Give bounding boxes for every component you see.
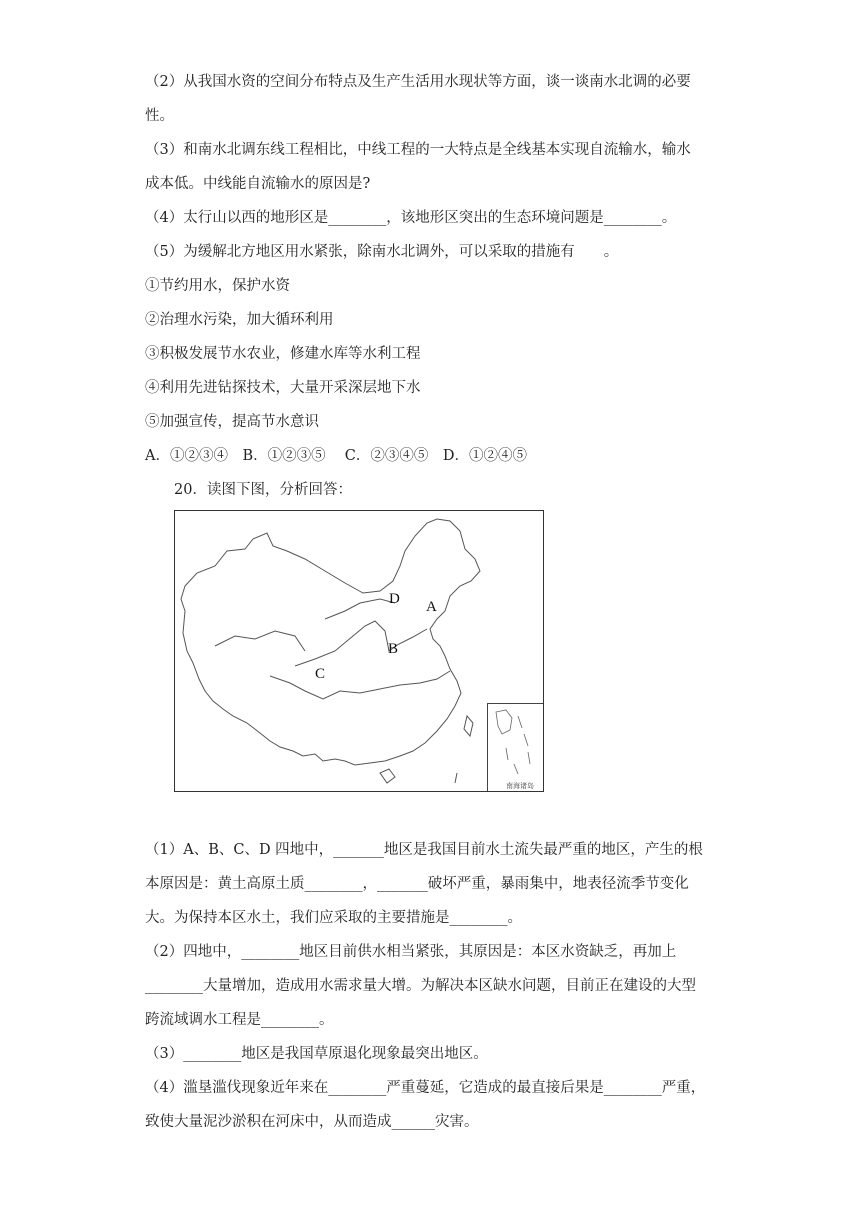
q20-part1-line2: 本原因是：黄土高原土质________，_______破坏严重，暴雨集中，地表径流季节变化 bbox=[145, 876, 689, 892]
map-label-a: A bbox=[426, 599, 437, 615]
south-china-sea-dash bbox=[455, 773, 457, 783]
map-label-c: C bbox=[315, 666, 326, 682]
south-china-sea-inset bbox=[487, 703, 544, 792]
q20-part1-line3: 大。为保持本区水土，我们应采取的主要措施是________。 bbox=[145, 910, 522, 926]
q19-choices: A．①②③④ B．①②③⑤ C．②③④⑤ D．①②④⑤ bbox=[145, 448, 527, 464]
q20-part2-line1: （2）四地中，________地区目前供水相当紧张，其原因是：本区水资缺乏，再加上 bbox=[145, 944, 677, 960]
q19-option-3: ③积极发展节水农业，修建水库等水利工程 bbox=[145, 346, 421, 362]
taiwan-island bbox=[464, 716, 473, 736]
inner-boundary bbox=[215, 631, 305, 651]
q19-option-1: ①节约用水，保护水资 bbox=[145, 278, 290, 294]
q19-part2-line2: 性。 bbox=[145, 108, 174, 124]
q20-part1-line1: （1）A、B、C、D 四地中，_______地区是我国目前水土流失最严重的地区，产生的根 bbox=[145, 842, 703, 858]
map-label-b: B bbox=[388, 641, 399, 657]
q20-part2-line2: ________大量增加，造成用水需求量大增。为解决本区缺水问题，目前正在建设的大型 bbox=[145, 978, 696, 994]
inset-islands bbox=[488, 704, 544, 792]
yellow-river bbox=[295, 621, 427, 666]
map-label-d: D bbox=[389, 591, 400, 607]
q19-part2-line1: （2）从我国水资的空间分布特点及生产生活用水现状等方面，谈一谈南水北调的必要 bbox=[145, 74, 691, 90]
q19-part5: （5）为缓解北方地区用水紧张，除南水北调外，可以采取的措施有 。 bbox=[145, 244, 619, 260]
q19-part3-line2: 成本低。中线能自流输水的原因是? bbox=[145, 176, 371, 192]
q20-part2-line3: 跨流域调水工程是________。 bbox=[145, 1012, 334, 1028]
yangtze-river bbox=[270, 671, 450, 699]
great-wall-line bbox=[325, 599, 395, 619]
q19-option-2: ②治理水污染，加大循环利用 bbox=[145, 312, 334, 328]
q19-part4: （4）太行山以西的地形区是________，该地形区突出的生态环境问题是________。 bbox=[145, 210, 677, 226]
china-map bbox=[174, 510, 544, 792]
q20-title: 20．读图下图，分析回答： bbox=[174, 482, 352, 498]
q19-part3-line1: （3）和南水北调东线工程相比，中线工程的一大特点是全线基本实现自流输水，输水 bbox=[145, 142, 691, 158]
q20-part3: （3）________地区是我国草原退化现象最突出地区。 bbox=[145, 1046, 488, 1062]
inset-label: 南海诸岛 bbox=[506, 782, 534, 790]
china-border bbox=[181, 519, 480, 765]
q19-option-4: ④利用先进钻探技术，大量开采深层地下水 bbox=[145, 380, 421, 396]
q19-option-5: ⑤加强宣传，提高节水意识 bbox=[145, 414, 319, 430]
hainan-island bbox=[380, 769, 395, 783]
q20-part4-line1: （4）滥垦滥伐现象近年来在________严重蔓延，它造成的最直接后果是________严重， bbox=[145, 1080, 706, 1096]
q20-part4-line2: 致使大量泥沙淤积在河床中，从而造成______灾害。 bbox=[145, 1114, 479, 1130]
